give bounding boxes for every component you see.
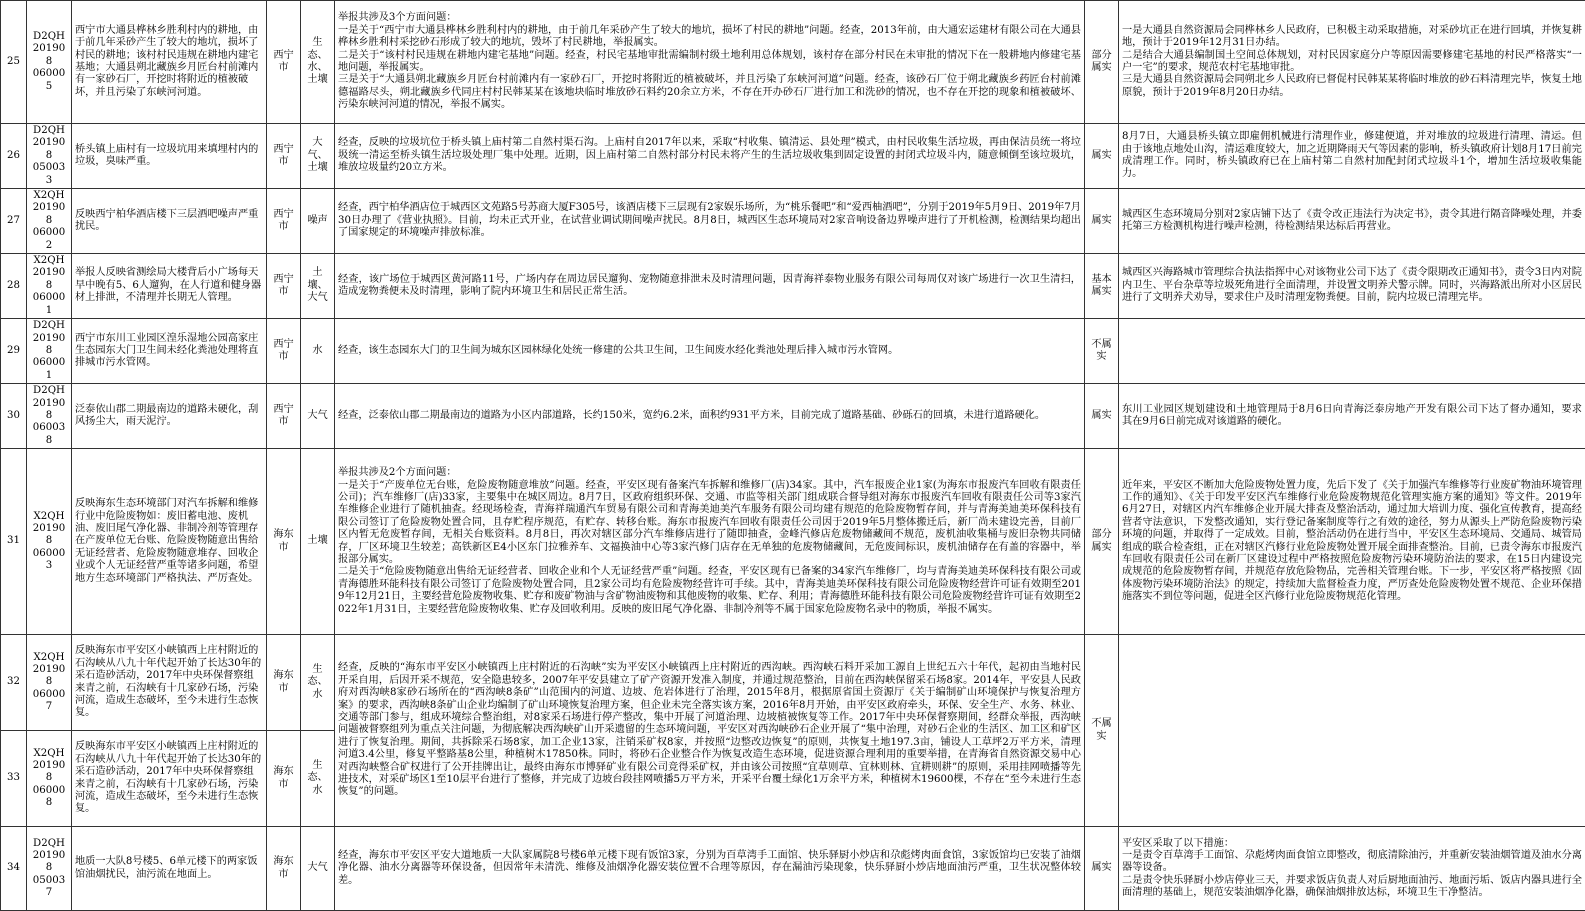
table-row	[1, 635, 1585, 731]
table-row	[1, 449, 1585, 635]
rectification: 城西区兴海路城市管理综合执法指挥中心对该物业公司下达了《责令限期改正通知书》，责令3日内对院内卫生、平台杂草等垃圾死角进行全面清理，并设置文明养犬警示牌。同时，兴海路派出所对小区居民进行了文明养犬劝导，要求住户及时清理宠物粪便。目前，院内垃圾已清理完毕。	[1119, 254, 1585, 319]
row-number: 30	[1, 384, 27, 449]
verdict: 不属实	[1085, 319, 1119, 384]
pollution-type: 生态、水	[301, 635, 335, 731]
row-number: 32	[1, 635, 27, 731]
table-row	[1, 124, 1585, 189]
city: 西宁市	[267, 189, 301, 254]
case-code: X2QH 201908 060003	[27, 449, 72, 635]
investigation-result: 经查，该广场位于城西区黄河路11号，广场内存在周边居民遛狗、宠物随意排泄未及时清理问题，因青海祥泰物业服务有限公司每周仅对该广场进行一次卫生清扫，造成宠物粪便未及时清理，影响了院内环境卫生和居民正常生活。	[335, 254, 1085, 319]
investigation-result: 经查，反映的“海东市平安区小峡镇西上庄村附近的石沟峡”实为平安区小峡镇西上庄村附近的西沟峡。西沟峡石料开采加工源自上世纪五六十年代，起初由当地村民开采自用，后因开采不规范，安全隐患较多，2007年平安县建立了矿产资源开发准入制度，并通过规范整治，目前在西沟峡保留采石场8家。2014年，平安县人民政府对西沟峡8家砂石场所在的“西沟峡8条矿”山范围内的河道、边坡、危岩体进行了治理，2015年8月，根据原省国土资源厅《关于编制矿山环境保护与恢复治理方案》的要求，西沟峡8条矿山企业均编制了矿山环境恢复治理方案，但企业未完全落实该方案，2016年8月开始，由平安区政府牵头，环保、安全生产、水务、林业、交通等部门参与，组成环境综合整治组，对8家采石场进行停产整改，集中开展了河道治理、边坡植被恢复等工作。2017年中央环保督察期间，经群众举报，西沟峡问题被督察组列为重点关注问题，为彻底解决西沟峡矿山开采遗留的生态环境问题，平安区对西沟峡砂石企业开展了“集中治理，对砂石企业的生活区、加工区和矿区进行了恢复治理。期间，共拆除采石场8家，加工企业13家，注销采矿权8家，并按照“边整改边恢复”的原则，共恢复土地197.3亩，铺设人工草坪2万平方米，清理河道3.4公里，修复平整路基8公里，种植树木17850株。同时，将砂石企业整合作为恢复改造生态环境，促进资源合理利用的重要举措，在青海省自然资源交易中心对西沟峡整合矿权进行了公开挂牌出让，最终由海东市博驿矿业有限公司竞得采矿权，并由该公司按照“宜草则草、宜林则林、宜耕则耕”的原则，采用挂网喷播等先进技术，对采矿场区1至10层平台进行了整修，并完成了边坡台段挂网喷播5万平方米，开采平台覆土绿化1万余平方米，种植树木19600棵，不存在“至今未进行生态恢复”的问题。	[335, 635, 1085, 827]
verdict: 属实	[1085, 189, 1119, 254]
investigation-result: 经查，西宁柏华酒店位于城西区文苑路5号苏商大厦F305号，该酒店楼下三层现有2家娱乐场所，为“桃乐餐吧”和“爱西柚酒吧”，分别于2019年5月9日、2019年7月30日办理了《营业执照》。目前，均未正式开业，在试营业调试期间噪声扰民。8月8日，城西区生态环境局对2家音响设备边界噪声进行了开机检测，检测结果均超出了国家规定的环境噪声排放标准。	[335, 189, 1085, 254]
case-code: D2QH 201908 050037	[27, 827, 72, 911]
table-row	[1, 1, 1585, 124]
verdict: 属实	[1085, 827, 1119, 911]
city: 海东市	[267, 827, 301, 911]
verdict: 属实	[1085, 384, 1119, 449]
row-number: 28	[1, 254, 27, 319]
pollution-type: 土壤、大气	[301, 254, 335, 319]
rectification: 近年来，平安区不断加大危险废物处置力度，先后下发了《关于加强汽车维修等行业废矿物油环境管理工作的通知》、《关于印发平安区汽车维修行业危险废物规范化管理实施方案的通知》等文件。2019年6月27日，对辖区内汽车维修企业开展大排查及整治活动，通过加大培训力度、强化宣传教育，提高经营者守法意识，下发整改通知，实行登记备案制度等行之有效的途径，努力从源头上严防危险废物污染环境的问题，并取得了一定成效。目前，整治活动仍在进行当中，平安区生态环境局、交通局、城管局组成的联合检查组，正在对辖区汽修行业危险废物处置开展全面排查整治。目前，已责令海东市报废汽车回收有限责任公司在新厂区建设过程中严格按照危险废物污染环境防治法的要求，在15日内建设完成规范的危险废物暂存间，并规范存放危险物品，完善相关管理台账。下一步，平安区将严格按照《固体废物污染环境防治法》的规定，持续加大监督检查力度，严厉查处危险废物处置不规范、企业环保措施落实不到位等问题，促进全区汽修行业危险废物规范化管理。	[1119, 449, 1585, 635]
pollution-type: 大气	[301, 384, 335, 449]
verdict: 属实	[1085, 124, 1119, 189]
rectification	[1119, 319, 1585, 384]
complaint-issue: 桥头镇上庙村有一垃圾坑用来填埋村内的垃圾，臭味严重。	[72, 124, 267, 189]
pollution-type: 土壤	[301, 449, 335, 635]
row-number: 26	[1, 124, 27, 189]
case-code: D2QH 201908 060005	[27, 1, 72, 124]
case-code: D2QH 201908 060038	[27, 384, 72, 449]
city: 西宁市	[267, 319, 301, 384]
case-code: X2QH 201908 060007	[27, 635, 72, 731]
case-code: X2QH 201908 060002	[27, 189, 72, 254]
rectification: 城西区生态环境局分别对2家店铺下达了《责令改正违法行为决定书》，责令其进行隔音降噪处理，并委托第三方检测机构进行噪声检测，待检测结果达标后再营业。	[1119, 189, 1585, 254]
pollution-type: 水	[301, 319, 335, 384]
city: 西宁市	[267, 254, 301, 319]
complaint-issue: 泛泰依山郡二期最南边的道路未硬化，刮风扬尘大，雨天泥泞。	[72, 384, 267, 449]
verdict: 部分属实	[1085, 1, 1119, 124]
pollution-type: 生态、水、土壤	[301, 1, 335, 124]
investigation-result: 经查，该生态园东大门的卫生间为城东区园林绿化处统一修建的公共卫生间，卫生间废水经化粪池处理后排入城市污水管网。	[335, 319, 1085, 384]
complaint-issue: 西宁市大通县桦林乡胜利村内的耕地，由于前几年采砂产生了较大的地坑，损坏了村民的耕地；该村村民违规在耕地内建宅基地；大通县朔北藏族乡月匠台村前滩内有一家砂石厂，开挖时将附近的植被破坏，并且污染了东峡河河道。	[72, 1, 267, 124]
row-number: 27	[1, 189, 27, 254]
table-row	[1, 189, 1585, 254]
case-code: D2QH 201908 050033	[27, 124, 72, 189]
case-code: D2QH 201908 060001	[27, 319, 72, 384]
investigation-result: 经查，海东市平安区平安大道地质一大队家属院8号楼6单元楼下现有饭馆3家，分别为百草湾手工面馆、快乐驿厨小炒店和尕彪烤肉面食馆，3家饭馆均已安装了油烟净化器、油水分离器等环保设备，但因常年未清洗、维修及油烟净化器安装位置不合理等原因，存在漏油污染现象，快乐驿厨小炒店地面油污严重，卫生状况整体较差。	[335, 827, 1085, 911]
table-row	[1, 384, 1585, 449]
row-number: 33	[1, 731, 27, 827]
city: 西宁市	[267, 384, 301, 449]
rectification: 平安区采取了以下措施： 一是责令百草湾手工面馆、尕彪烤肉面食馆立即整改，彻底清除油污，并重新安装油烟管道及油水分离器等设备。 二是责令快乐驿厨小炒店停业三天，并要求饭店负责人对后厨地面油污、地面污垢、饭店内器具进行全面清理的基础上，规范安装油烟净化器，确保油烟排放达标，环境卫生干净整洁。	[1119, 827, 1585, 911]
complaint-issue: 反映海东市平安区小峡镇西上庄村附近的石沟峡从八九十年代起开始了长达30年的采石造砂活动，2017年中央环保督察组来青之前，石沟峡有十几家砂石场，污染河流，造成生态破坏，至今未进行生态恢复。	[72, 731, 267, 827]
complaint-issue: 西宁市东川工业园区湟乐湿地公园高家庄生态园东大门卫生间未经化粪池处理将直排城市污水管网。	[72, 319, 267, 384]
rectification: 一是大通县自然资源局会同桦林乡人民政府，已积极主动采取措施，对采砂坑正在进行回填，并恢复耕地，预计于2019年12月31日办结。 二是结合大通县编制国土空间总体规划，对村民因家庭分户等原因需要修建宅基地的村民严格落实“一户一宅”的要求，规范农村宅基地审批。 三是大通县自然资源局会同朔北乡人民政府已督促村民韩某某将临时堆放的砂石料清理完毕，恢复土地原貌，预计于2019年8月20日办结。	[1119, 1, 1585, 124]
table-row	[1, 319, 1585, 384]
investigation-result: 经查，泛泰依山郡二期最南边的道路为小区内部道路，长约150米，宽约6.2米，面积约931平方米，目前完成了道路基础、砂砾石的回填，未进行道路硬化。	[335, 384, 1085, 449]
pollution-type: 大气、土壤	[301, 124, 335, 189]
city: 海东市	[267, 449, 301, 635]
row-number: 31	[1, 449, 27, 635]
pollution-type: 噪声	[301, 189, 335, 254]
rectification: 东川工业园区规划建设和土地管理局于8月6日向青海泛泰房地产开发有限公司下达了督办通知，要求其在9月6日前完成对该道路的硬化。	[1119, 384, 1585, 449]
complaint-issue: 地质一大队8号楼5、6单元楼下的两家饭馆油烟扰民，油污流在地面上。	[72, 827, 267, 911]
investigation-result: 举报共涉及3个方面问题： 一是关于“西宁市大通县桦林乡胜利村内的耕地，由于前几年采砂产生了较大的地坑，损坏了村民的耕地”问题。经查，2013年前，由大通宏运建材有限公司在大通县桦林乡胜利村采挖砂石形成了较大的地坑，毁坏了村民耕地，举报属实。 二是关于“该村村民违规在耕地内建宅基地”问题。经查，村民宅基地审批需编制村级土地利用总体规划，该村存在部分村民在未审批的情况下在一般耕地内修建宅基地问题，举报属实。 三是关于“大通县朔北藏族乡月匠台村前滩内有一家砂石厂，开挖时将附近的植被破坏，并且污染了东峡河河道”问题。经查，该砂石厂位于朔北藏族乡药匠台村前滩德福路尽头，朔北藏族乡代同庄村村民韩某某在该地块临时堆放砂石料约20余立方米，不存在开办砂石厂进行加工和洗砂的情况，也不存在开挖的现象和植被破坏、污染东峡河河道的情况，举报不属实。	[335, 1, 1085, 124]
investigation-result: 经查，反映的垃圾坑位于桥头镇上庙村第二自然村渠石沟。上庙村自2017年以来，采取“村收集、镇清运、县处理”模式，由村民收集生活垃圾，再由保洁员统一将垃圾统一清运至桥头镇生活垃圾处理厂集中处理。近期，因上庙村第二自然村部分村民未将产生的生活垃圾收集到固定设置的封闭式垃圾斗内，随意倾倒至该垃圾坑，堆放垃圾量约20立方米。	[335, 124, 1085, 189]
rectification	[1119, 635, 1585, 827]
city: 海东市	[267, 635, 301, 731]
case-code: X2QH 201908 060001	[27, 254, 72, 319]
row-number: 25	[1, 1, 27, 124]
pollution-type: 大气	[301, 827, 335, 911]
complaint-issue: 反映海东生态环境部门对汽车拆解和维修行业中危险废物如：废旧蓄电池、废机油、废旧尾气净化器、非制冷剂等管理存在产废单位无台账、危险废物随意出售给无证经营者、危险废物随意堆存、回收企业或个人无证经营严重等诸多问题，希望地方生态环境部门严格执法、严厉查处。	[72, 449, 267, 635]
investigation-result: 举报共涉及2个方面问题： 一是关于“产废单位无台账，危险废物随意堆放”问题。经查，平安区现有备案汽车拆解和维修厂(店)34家。其中，汽车报废企业1家(为海东市报废汽车回收有限责任公司)；汽车维修厂(店)33家，主要集中在城区周边。8月7日，区政府组织环保、交通、市监等相关部门组成联合督导组对海东市报废汽车回收有限责任公司等3家汽车维修企业进行了随机抽查。经现场检查，青海祥瑞通汽车贸易有限公司和青海美迪美汽车服务有限公司均建有规范的危险废物暂存间，并与青海美迪美环保科技有限公司签订了危险废物处置合同，且存贮程序规范，有贮存、转移台账。海东市报废汽车回收有限责任公司因于2019年5月整体搬迁后，新厂尚未建设完善，目前厂区内暂无危废暂存间，无相关台账资料。8月8日，再次对辖区部分汽车维修店进行了随即抽查，金峰汽修店危废物储藏间不规范，废机油收集桶与废旧杂物共同储存，厂区环境卫生较差；高铁新区E4小区东门拉雅养车、文福换油中心等3家汽修门店存在无单独的危废物储藏间，无危废间标识，废机油储存在有盖的容器中，举报部分属实。 二是关于“危险废物随意出售给无证经营者、回收企业和个人无证经营严重”问题。经查，平安区现有已备案的34家汽车维修厂，均与青海美迪美环保科技有限公司或青海德胜环能科技有限公司签订了危险废物处置合同，且2家公司均有危险废物经营许可手续。其中，青海美迪美环保科技有限公司危险废物经营许可证有效期至2019年12月21日，主要经营危险废物收集、贮存和废矿物油与含矿物油废物和其他废物的收集、贮存、利用；青海德胜环能科技有限公司危险废物经营许可证有效期至2022年1月31日，主要经营危险废物收集、贮存及回收利用。反映的废旧尾气净化器、非制冷剂等不属于国家危险废物名录中的物质，举报不属实。	[335, 449, 1085, 635]
rectification: 8月7日，大通县桥头镇立即雇佣机械进行清理作业，修建便道，并对堆放的垃圾进行清理、清运。但由于该地点地处山沟，清运难度较大，加之近期降雨天气等因素的影响，桥头镇政府计划8月17日前完成清理工作。同时，桥头镇政府已在上庙村第二自然村加配封闭式垃圾斗1个，增加生活垃圾收集能力。	[1119, 124, 1585, 189]
complaint-issue: 反映海东市平安区小峡镇西上庄村附近的石沟峡从八九十年代起开始了长达30年的采石造砂活动，2017年中央环保督察组来青之前，石沟峡有十几家砂石场，污染河流，造成生态破坏，至今未进行生态恢复。	[72, 635, 267, 731]
city: 西宁市	[267, 1, 301, 124]
complaint-issue: 反映西宁柏华酒店楼下三层酒吧噪声严重扰民。	[72, 189, 267, 254]
table-row	[1, 254, 1585, 319]
table-row	[1, 827, 1585, 911]
city: 海东市	[267, 731, 301, 827]
verdict: 部分属实	[1085, 449, 1119, 635]
verdict: 基本属实	[1085, 254, 1119, 319]
complaint-issue: 举报人反映省测绘局大楼背后小广场每天早中晚有5、6人遛狗，在人行道和健身器材上排泄，不清理并长期无人管理。	[72, 254, 267, 319]
row-number: 34	[1, 827, 27, 911]
city: 西宁市	[267, 124, 301, 189]
verdict: 不属实	[1085, 635, 1119, 827]
pollution-type: 生态、水	[301, 731, 335, 827]
row-number: 29	[1, 319, 27, 384]
case-code: X2QH 201908 060008	[27, 731, 72, 827]
